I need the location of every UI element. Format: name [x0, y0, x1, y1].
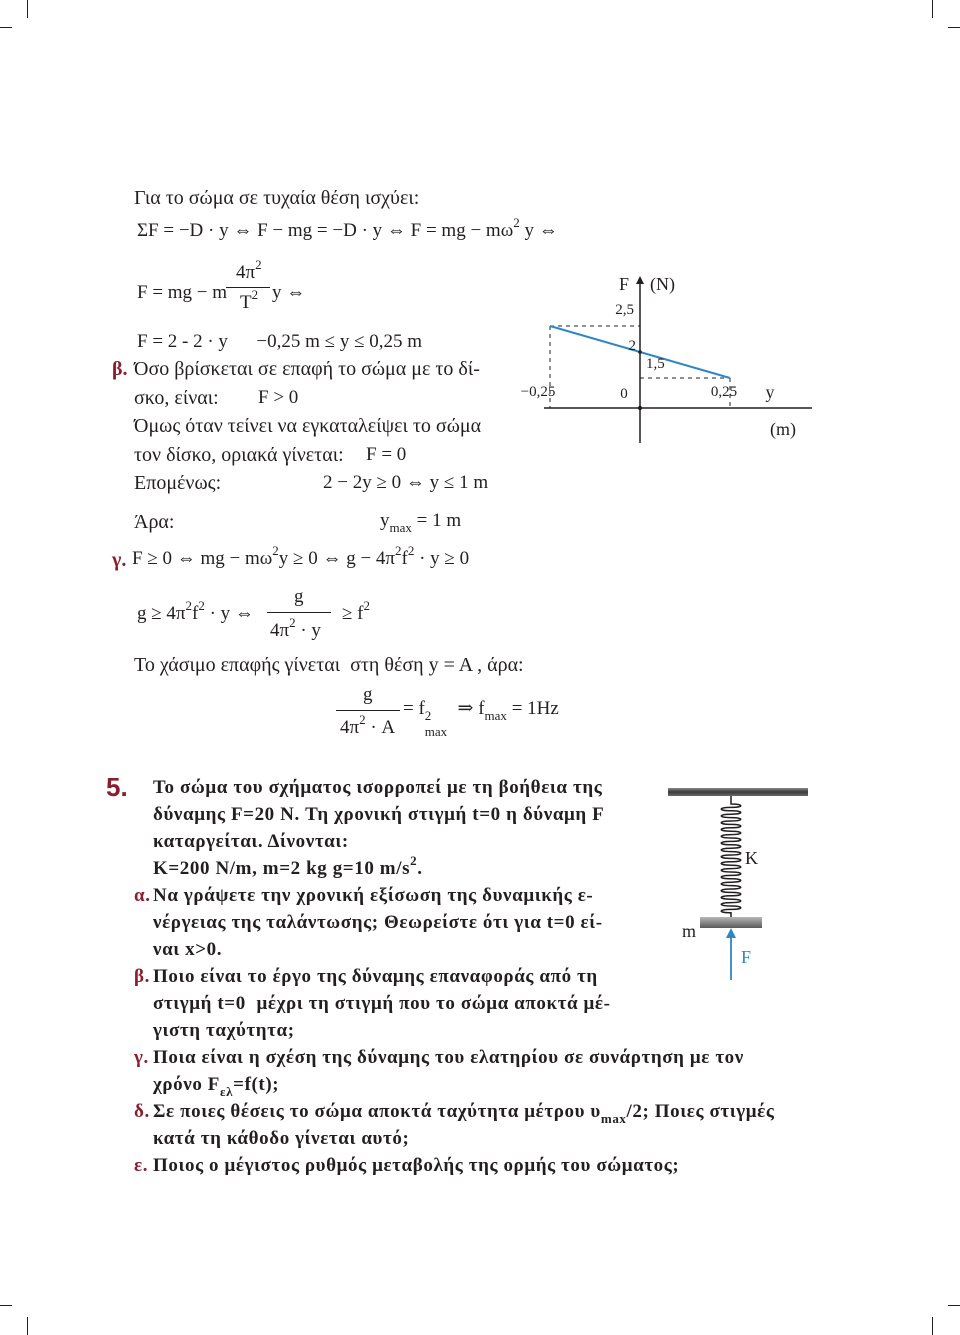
- force-label: F: [741, 947, 752, 967]
- exponent: 2: [513, 215, 520, 230]
- ymax-result: [380, 510, 461, 533]
- equation-forces-main: ΣF = −D · y ⇔ F − mg = −D · y ⇔ F = mg − mω: [137, 220, 514, 241]
- beta-text-2: σκο, είναι:: [134, 387, 219, 409]
- mass-label: m: [682, 921, 697, 941]
- y-tick-label: 2,5: [615, 302, 634, 318]
- question-b-line-1: Ποιο είναι το έργο της δύναμης επαναφοράς από τη: [153, 966, 598, 987]
- crop-mark: [948, 27, 960, 28]
- question-e-line-1: Ποιος ο μέγιστος ρυθμός μεταβολής της ορμής του σώματος;: [153, 1155, 680, 1176]
- mass-block: [700, 917, 762, 928]
- x-axis-unit: (m): [770, 419, 796, 439]
- question-c-line-2: χρόνο $F_{\varepsilon\lambda}=f(t)$;: [153, 1074, 280, 1099]
- question-a-line-3: ναι x>0.: [153, 939, 223, 960]
- y-tick-label: 2: [628, 338, 636, 354]
- question-d-label: δ.: [134, 1101, 150, 1122]
- spring: [721, 796, 741, 917]
- problem-line-2: δύναμης F=20 N. Τη χρονική στιγμή t=0 η δύναμη F: [153, 804, 605, 825]
- crop-mark: [27, 1317, 28, 1335]
- crop-mark: [948, 1305, 960, 1306]
- beta-condition-1: F > 0: [258, 387, 299, 408]
- equation-forces: [137, 215, 558, 243]
- ymax-subscript: max: [389, 520, 412, 535]
- beta-text-3: Όμως όταν τείνει να εγκαταλείψει το σώμα: [134, 415, 482, 437]
- ara-label: Άρα:: [134, 511, 175, 533]
- y-axis-arrow: [636, 276, 644, 284]
- beta-text-4: τον δίσκο, οριακά γίνεται:: [134, 444, 344, 466]
- exponent: 2: [255, 257, 262, 272]
- ceiling: [668, 788, 808, 796]
- equation-forces-tail: y ⇔: [524, 220, 558, 241]
- x-axis-label: y: [765, 382, 775, 402]
- exponent: 2: [251, 287, 259, 302]
- spring-coil-path: [721, 796, 741, 917]
- ymax-y: y: [380, 510, 390, 531]
- problem-line-3: καταργείται. Δίνονται:: [153, 831, 349, 852]
- force-arrowhead: [726, 928, 736, 938]
- gamma-fraction-den: $4\pi^2 \cdot y$: [270, 615, 321, 641]
- problem-line-1: Το σώμα του σχήματος ισορροπεί με τη βοήθεια της: [153, 777, 603, 798]
- question-c-line-1: Ποια είναι η σχέση της δύναμης του ελατηρίου σε συνάρτηση με τον: [153, 1047, 744, 1068]
- crop-mark: [932, 1317, 933, 1335]
- question-b-line-2: στιγμή t=0 μέχρι τη στιγμή που το σώμα αποκτά μέ-: [153, 993, 611, 1014]
- fraction-denominator: [240, 287, 259, 315]
- gamma-fraction-num: g: [294, 586, 304, 607]
- equation-f-left: F = mg − m: [137, 282, 228, 303]
- origin-point: [638, 406, 642, 410]
- fraction-bar: [226, 287, 270, 288]
- x-tick-label: −0,25: [520, 384, 556, 400]
- gamma-equation-2: $g \ge 4\pi^2f^2 \cdot y$ ⇔: [137, 598, 254, 624]
- question-c-label: γ.: [134, 1047, 149, 1068]
- question-e-label: ε.: [134, 1155, 149, 1176]
- y-axis-unit: (N): [650, 274, 675, 294]
- intro-text: Για το σώμα σε τυχαία θέση ισχύει:: [134, 187, 420, 209]
- beta-text-5: Επομένως:: [134, 472, 222, 494]
- beta-text-1: Όσο βρίσκεται σε επαφή το σώμα με το δί-: [134, 358, 480, 380]
- crop-mark: [27, 0, 28, 18]
- question-b-label: β.: [134, 966, 150, 987]
- question-d-line-2: κατά τη κάθοδο γίνεται αυτό;: [153, 1128, 410, 1149]
- beta-inequality: 2 − 2y ≥ 0 ⇔ y ≤ 1 m: [323, 472, 489, 493]
- equation-f-linear: F = 2 - 2 · y −0,25 m ≤ y ≤ 0,25 m: [137, 331, 423, 352]
- problem-line-4: Κ=200 N/m, m=2 kg g=10 $m/s^2$.: [153, 853, 423, 879]
- ymax-value: = 1 m: [416, 510, 462, 531]
- spring-label: K: [745, 848, 758, 868]
- fraction-den-text: T: [240, 292, 252, 313]
- part-gamma-label: γ.: [112, 549, 127, 571]
- fraction-bar: [336, 710, 400, 711]
- data-point: [638, 350, 642, 354]
- fraction-num-text: 4π: [236, 262, 256, 283]
- x-tick-label: 0: [620, 386, 628, 402]
- force-position-chart: [520, 268, 830, 458]
- fraction-bar: [267, 612, 331, 613]
- y-axis-label: F: [618, 274, 630, 294]
- beta-condition-2: F = 0: [366, 444, 407, 465]
- crop-mark: [0, 1305, 12, 1306]
- gamma-text: Το χάσιμο επαφής γίνεται στη θέση y = A , άρα:: [134, 654, 524, 676]
- final-equation: = f 2 max ⇒ $f_{max} = 1Hz$: [403, 698, 559, 739]
- x-tick-label: 0,25: [710, 384, 738, 400]
- equation-f-tail: y ⇔: [272, 282, 306, 303]
- question-d-line-1: Σε ποιες θέσεις το σώμα αποκτά ταχύτητα μέτρου $\upsilon_{max}/2$; Ποιες στιγμές: [153, 1101, 775, 1126]
- final-fraction-den: $4\pi^2 \cdot A$: [340, 712, 396, 738]
- y-tick-label: 1,5: [646, 356, 665, 372]
- question-b-line-3: γιστη ταχύτητα;: [153, 1020, 295, 1041]
- question-a-line-1: Να γράψετε την χρονική εξίσωση της δυναμικής ε-: [153, 885, 594, 906]
- question-a-line-2: νέργειας της ταλάντωσης; Θεωρείστε ότι για t=0 εί-: [153, 912, 603, 933]
- part-beta-label: β.: [112, 358, 128, 380]
- crop-mark: [0, 27, 12, 28]
- problem-number: 5.: [106, 772, 128, 802]
- crop-mark: [932, 0, 933, 18]
- question-a-label: α.: [134, 885, 151, 906]
- gamma-equation-1: F ≥ 0 ⇔ mg − $m\omega^2y \ge 0$ ⇔ $g - 4\pi^2f^2 \cdot y \ge 0$: [132, 543, 470, 569]
- final-fraction-num: g: [363, 684, 373, 705]
- fraction-numerator: [236, 257, 262, 285]
- gamma-equation-2-end: ≥ $f^2$: [342, 598, 371, 624]
